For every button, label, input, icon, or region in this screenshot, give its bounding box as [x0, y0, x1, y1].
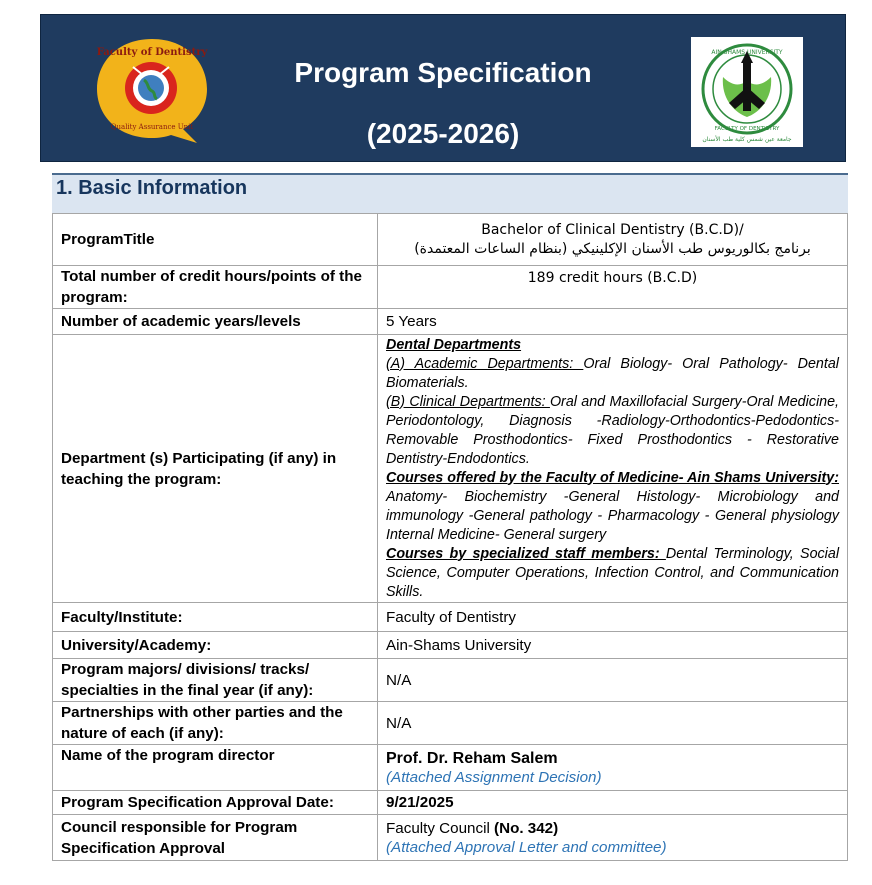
ain-shams-dentistry-logo — [691, 37, 803, 147]
table-row — [53, 214, 848, 266]
table-row — [53, 702, 848, 745]
svg-text:FACULTY OF DENTISTRY: FACULTY OF DENTISTRY — [714, 126, 780, 132]
basic-information-table — [52, 213, 848, 861]
page-title: Program Specification — [294, 57, 592, 88]
faculty-value: Faculty of Dentistry — [378, 603, 848, 632]
credit-hours-label: Total number of credit hours/points of the program: — [53, 266, 378, 309]
university-label: University/Academy: — [53, 632, 378, 659]
faculty-label: Faculty/Institute: — [53, 603, 378, 632]
svg-text:Quality Assurance Unit: Quality Assurance Unit — [110, 123, 194, 131]
director-name: Prof. Dr. Reham Salem — [386, 749, 558, 767]
medicine-courses: Courses offered by the Faculty of Medicine- Ain Shams University: Anatomy- Biochemistry -General Histology- Microbiology and immunology -General pathology - Pharmacology - General physiology Internal Medicine- General surgery — [386, 469, 839, 543]
years-label: Number of academic years/levels — [53, 309, 378, 335]
approval-date-value: 9/21/2025 — [378, 791, 848, 815]
partnerships-value: N/A — [378, 702, 848, 745]
table-row — [53, 815, 848, 861]
table-row — [53, 266, 848, 309]
academic-departments: (A) Academic Departments: Oral Biology- Oral Pathology- Dental Biomaterials. — [386, 355, 839, 391]
table-row — [53, 745, 848, 791]
table-row — [53, 791, 848, 815]
clinical-departments: (B) Clinical Departments: Oral and Maxillofacial Surgery-Oral Medicine, Periodontology, Diagnosis -Radiology-Orthodontics-Pedodontics- Removable Prosthodontics- Fixed Prosthodontics - Restorative Dentistry-Endodontics. — [386, 393, 839, 467]
table-row — [53, 659, 848, 702]
director-value — [378, 745, 848, 791]
council-value — [378, 815, 848, 861]
table-row — [53, 632, 848, 659]
partnerships-label: Partnerships with other parties and the nature of each (if any): — [53, 702, 378, 745]
svg-text:Faculty of Dentistry: Faculty of Dentistry — [96, 47, 208, 58]
section-heading — [52, 173, 848, 213]
departments-label: Department (s) Participating (if any) in teaching the program: — [53, 335, 378, 603]
director-label: Name of the program director — [53, 745, 378, 791]
university-value: Ain-Shams University — [378, 632, 848, 659]
council-label: Council responsible for Program Specification Approval — [53, 815, 378, 861]
program-title-arabic: برنامج بكالوريوس طب الأسنان الإكلينيكي (بنظام الساعات المعتمدة) — [414, 240, 811, 257]
svg-text:AIN SHAMS UNIVERSITY: AIN SHAMS UNIVERSITY — [711, 49, 783, 56]
approval-date-label: Program Specification Approval Date: — [53, 791, 378, 815]
staff-courses: Courses by specialized staff members: Dental Terminology, Social Science, Computer Operations, Infection Control, and Communication Skills. — [386, 545, 839, 600]
majors-value: N/A — [378, 659, 848, 702]
dental-departments-heading: Dental Departments — [386, 336, 522, 353]
academic-year: (2025-2026) — [366, 118, 520, 149]
section-title: 1. Basic Information — [56, 177, 248, 199]
majors-label: Program majors/ divisions/ tracks/ specialties in the final year (if any): — [53, 659, 378, 702]
table-row — [53, 603, 848, 632]
program-title-value — [378, 214, 848, 266]
credit-hours-value: 189 credit hours (B.C.D) — [378, 266, 848, 309]
program-title-english: Bachelor of Clinical Dentistry (B.C.D)/ — [481, 221, 744, 238]
table-row — [53, 335, 848, 603]
program-title-label: ProgramTitle — [53, 214, 378, 266]
header-banner — [40, 14, 846, 162]
departments-value — [378, 335, 848, 603]
years-value: 5 Years — [378, 309, 848, 335]
approval-letter-note: (Attached Approval Letter and committee) — [386, 838, 667, 856]
table-row — [53, 309, 848, 335]
council-name: Faculty Council (No. 342) — [386, 819, 559, 837]
assignment-decision-note: (Attached Assignment Decision) — [386, 768, 602, 786]
svg-text:جامعة عين شمس كلية طب الأسنان: جامعة عين شمس كلية طب الأسنان — [702, 136, 792, 143]
